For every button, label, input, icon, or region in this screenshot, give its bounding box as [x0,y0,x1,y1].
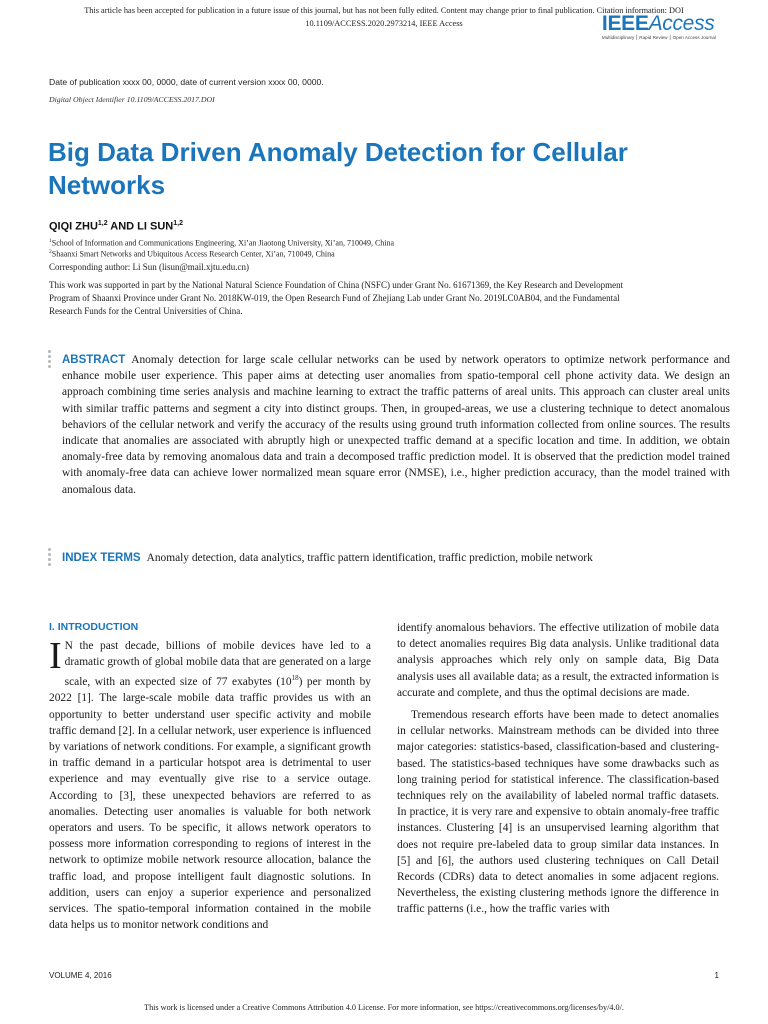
abstract-label: ABSTRACT [62,354,126,366]
intro-paragraph-1 [49,635,371,933]
doi-line: Digital Object Identifier 10.1109/ACCESS.2017.DOI [49,95,215,104]
funding-statement: This work was supported in part by the National Natural Science Foundation of China (NSFC) under Grant No. 61671369, the Key Research and Development Program of Shaanxi Province under Grant No. 2018KW-019, the Open Research Fund of Zhejiang Lab under Grant No. 2019LC0AB04, and the Fundamental Research Funds for the Central Universities of China. [49,280,624,316]
publication-date: Date of publication xxxx 00, 0000, date of current version xxxx 00, 0000. [49,77,324,87]
exponent: 18 [291,674,299,683]
author-affil-sup: 1,2 [97,220,108,227]
abstract-dots-icon [48,350,52,370]
index-terms-text: Anomaly detection, data analytics, traffic pattern identification, traffic prediction, mobile network [146,552,593,564]
author-list [49,220,183,233]
intro-paragraph-1-continued: identify anomalous behaviors. The effective utilization of mobile data to detect anomalies requires Big data analysis. Unlike traditional data analysis approaches which rely only on sample data, Big Data analysis uses all available data; as a result, the extracted information is accurate and complete, and thus the optimal decisions are made. [397,622,719,699]
section-heading: I. INTRODUCTION [49,621,139,633]
author-connector: AND [107,220,138,233]
intro-text: ) per month by 2022 [1]. The large-scale mobile data traffic provides us with an opportunity to better understand user specific activity and mobile traffic demand [2]. In a cellular network, user experience is influenced by variations of network conditions. For example, a significant growth in traffic demand in a particular hotspot area is detrimental to user experience and may eventually give rise to a service outage. According to [3], these unexpected behaviors are referred to as anomalies. Detecting user anomalies is valuable for both network operators and users. To be specific, it allows network operators to possess more information corresponding to regions of interest in the network to optimize mobile network resource allocation, balance the traffic load, and propose intelligent fault diagnostic solutions. In addition, users can enjoy a superior experience and personalized services. The spatio-temporal information contained in the mobile data helps us to monitor network conditions and [49,676,371,932]
ieee-access-logo [602,12,716,41]
notice-line-2: 10.1109/ACCESS.2020.2973214, IEEE Access [305,19,463,28]
logo-wordmark [602,12,716,36]
right-column [397,620,719,924]
notice-line-1: This article has been accepted for publication in a future issue of this journal, but has not been fully edited. Content may change prior to final publication. Citation information: DOI [84,6,684,15]
affiliation-text: School of Information and Communications Engineering, Xi’an Jiaotong University, Xi’an, 710049, China [51,238,395,248]
abstract-text: Anomaly detection for large scale cellular networks can be used by network operators to optimize network performance and enhance mobile user experience. This paper aims at detecting user anomalies from spatio-temporal cell phone activity data. We design an approach combining time series analysis and machine learning to extract the traffic patterns of areal units. This approach can cluster areal units with similar traffic patterns and segment a city into distinct groups. Then, in grouped-areas, we use a clustering technique to detect anomalous behaviors of the cellular network and verify the accuracy of the results using ground truth information collected from online sources. The results indicate that anomalies are associated with abruptly high or unexpected traffic demand at a specific location and time. In addition, we obtain anomaly-free data by removing anomalous data and train a decomposed traffic prediction model. It is observed that the prediction model trained with anomaly-free data can achieve lower normalized mean square error (NMSE), i.e., higher prediction accuracy, than the model trained with anomalous data. [62,354,730,496]
logo-access-text: Access [648,12,715,35]
left-column [49,620,371,939]
affiliation-2 [49,247,335,260]
logo-tagline: Multidisciplinary ⎮ Rapid Review ⎮ Open Access Journal [601,35,716,40]
affiliation-text: Shaanxi Smart Networks and Ubiquitous Access Research Center, Xi’an, 710049, China [51,249,335,259]
index-terms [62,550,730,566]
volume-label: VOLUME 4, 2016 [49,971,112,980]
intro-text: N the past decade, billions of mobile devices have led to a dramatic growth of global mobile data that are generated on a large scale, with an expected size of 77 exabytes (10 [64,640,371,689]
page-number: 1 [714,971,719,980]
logo-ieee-text: IEEE [601,12,649,35]
index-terms-dots-icon [48,548,52,568]
abstract [62,352,730,498]
author-name: QIQI ZHU [49,220,98,233]
affiliation-number: 2 [49,249,52,255]
corresponding-author: Corresponding author: Li Sun (lisun@mail.xjtu.edu.cn) [49,262,250,272]
author-name: LI SUN [137,220,174,233]
author-affil-sup: 1,2 [173,220,183,227]
drop-cap: I [49,635,62,677]
index-terms-label: INDEX TERMS [62,552,141,564]
license-notice: This work is licensed under a Creative Commons Attribution 4.0 License. For more information, see https://creativecommons.org/licenses/by/4.0/. [144,1003,624,1012]
paper-title: Big Data Driven Anomaly Detection for Cellular Networks [48,137,628,200]
intro-paragraph-2: Tremendous research efforts have been made to detect anomalies in cellular networks. Mainstream methods can be divided into three major categories: statistics-based, classification-based and clustering-based. The statistics-based techniques have some drawbacks such as long training period for statistical inference. The classification-based techniques rely on the availability of labeled normal traffic datasets. In practice, it is very rare and expensive to obtain anomaly-free traffic instances. Clustering [4] is an unsupervised learning algorithm that does not require pre-labeled data to group similar data instances. In [5] and [6], the authors used clustering techniques on Call Detail Records (CDRs) data to detect anomalies in some adjacent regions. Nevertheless, the existing clustering methods ignore the difference in traffic patterns (i.e., how the traffic varies with [397,709,719,916]
affiliation-number: 1 [49,238,52,244]
